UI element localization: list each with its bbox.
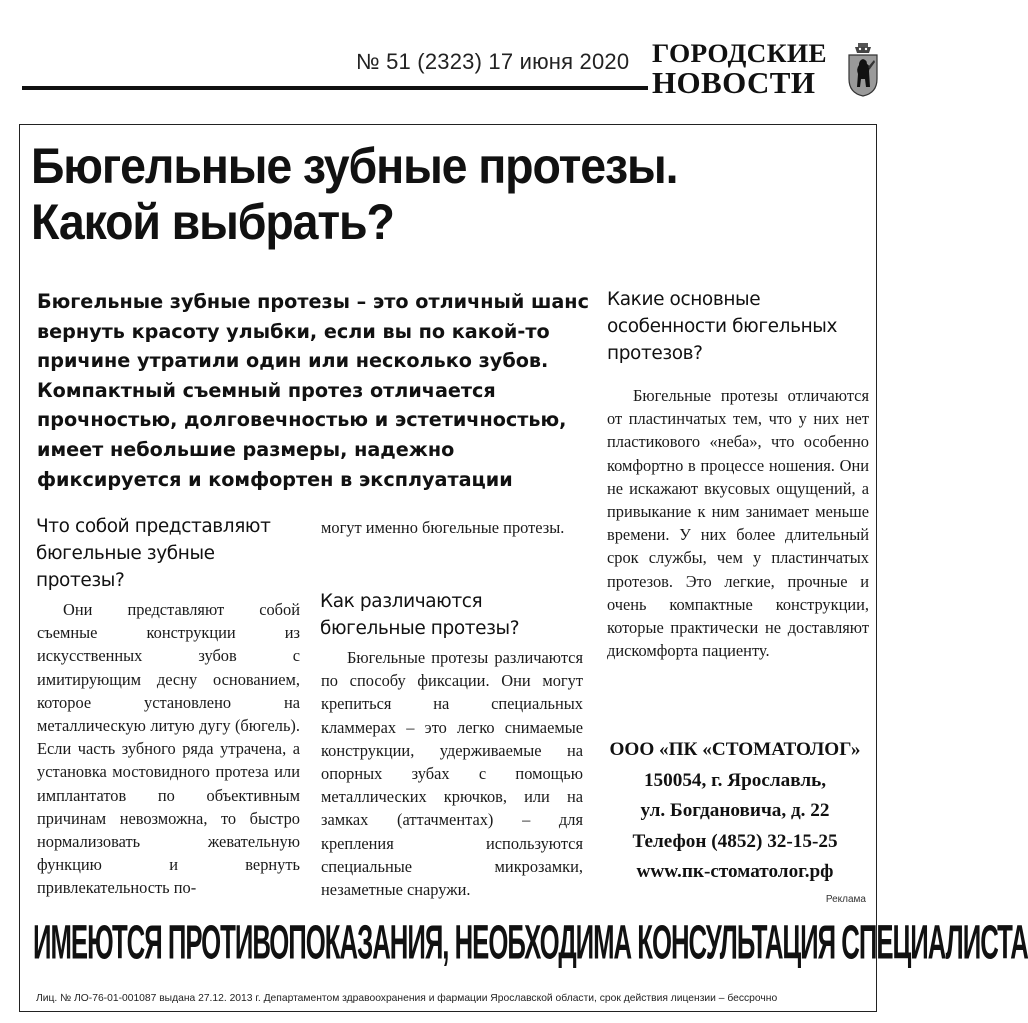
- logo-line-2: НОВОСТИ: [652, 65, 816, 100]
- contraindications-warning: ИМЕЮТСЯ ПРОТИВОПОКАЗАНИЯ, НЕОБХОДИМА КОНСУЛЬТАЦИЯ СПЕЦИАЛИСТА: [33, 915, 1028, 969]
- section-1-continued: могут именно бюгельные протезы.: [321, 518, 565, 537]
- section-3-text: Бюгельные протезы отличаются от пластинчатых тем, что у них нет пластикового «неба», что особенно комфортно в процессе ношения. Они не искажают вкусовых ощущений, а привыкание к ним занимает меньше времени. У них более длительный срок службы, чем у пластинчатых протезов. Это легкие, прочные и очень компактные конструкции, которые практически не доставляют дискомфорта пациенту.: [607, 386, 869, 661]
- contact-block: [595, 735, 875, 888]
- logo-line-1: ГОРОДСКИЕ: [652, 39, 827, 68]
- street-address: ул. Богдановича, д. 22: [640, 800, 830, 821]
- company-name: ООО «ПК «СТОМАТОЛОГ»: [609, 739, 861, 760]
- section-2-title: Как различаются бюгельные протезы?: [320, 591, 520, 639]
- section-2-text: Бюгельные протезы различаются по способу фиксации. Они могут крепиться на специальных кламмерах – это легко снимаемые конструкции, удерживаемые на опорных зубах с помощью металлических крючков, или на замках (аттачментах) – для крепления используются специальные микрозамки, незаметные снаружи.: [321, 648, 583, 900]
- ad-label: Реклама: [825, 894, 866, 905]
- headline-line-2: Какой выбрать?: [31, 194, 394, 250]
- section-3-title: Какие основные особенности бюгельных протезов?: [607, 289, 838, 364]
- section-1-text: Они представляют собой съемные конструкции из искусственных зубов с имитирующим десну основанием, которое установлено на металлическую литую дугу (бюгель). Если часть зубного ряда утрачена, а установка мостовидного протеза или имплантатов по объективным причинам невозможна, то быстро нормализовать жевательную функцию и вернуть привлекательность по-: [37, 600, 300, 898]
- issue-info: № 51 (2323) 17 июня 2020: [356, 49, 630, 74]
- yaroslavl-bear-crest-icon: [846, 41, 880, 97]
- article-headline: [31, 138, 677, 250]
- section-1-title: Что собой представляют бюгельные зубные протезы?: [36, 516, 271, 591]
- headline-line-1: Бюгельные зубные протезы.: [31, 138, 678, 194]
- license-note: Лиц. № ЛО-76-01-001087 выдана 27.12. 2013 г. Департаментом здравоохранения и фармации Ярославской области, срок действия лицензии – бессрочно: [36, 993, 778, 1004]
- city-address: 150054, г. Ярославль,: [643, 769, 827, 791]
- masthead-rule: [22, 86, 648, 90]
- lead-paragraph: Бюгельные зубные протезы – это отличный шанс вернуть красоту улыбки, если вы по какой-то причине утратили один или несколько зубов. Компактный съемный протез отличается прочностью, долговечностью и эстетичностью, имеет небольшие размеры, надежно фиксируется и комфортен в эксплуатации: [37, 290, 589, 491]
- website-url: www.пк-стоматолог.рф: [636, 861, 834, 882]
- phone-number: Телефон (4852) 32-15-25: [632, 830, 838, 852]
